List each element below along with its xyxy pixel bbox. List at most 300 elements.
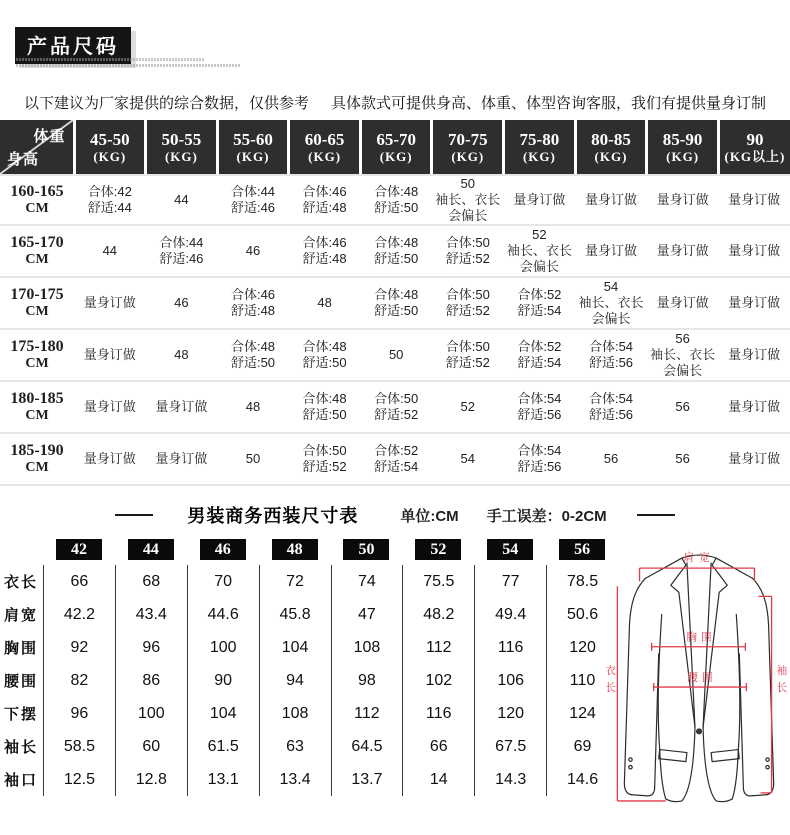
recommend-cell-line: 舒适:48: [302, 200, 347, 215]
measure-value: 98: [331, 664, 403, 697]
recommend-cell-line: 舒适:52: [374, 407, 419, 422]
recommend-cell: [575, 391, 647, 423]
recommend-cell: [647, 451, 719, 467]
recommend-cell-line: 会偏长: [591, 311, 631, 326]
recommend-cell: [146, 295, 218, 311]
measure-value: 108: [331, 631, 403, 664]
measure-value: 120: [546, 631, 618, 664]
recommend-cell: [504, 391, 576, 423]
recommend-cell: [360, 184, 432, 216]
height-range: 165-170: [10, 234, 64, 251]
measure-value: 45.8: [259, 598, 331, 631]
recommend-cell: [432, 235, 504, 267]
recommend-cell-line: 合体:48: [302, 339, 347, 354]
weight-range: 85-90: [662, 130, 703, 149]
measure-value: 12.8: [115, 763, 187, 796]
measure-value: 13.7: [331, 763, 403, 796]
recommend-cell: [504, 287, 576, 319]
size-box: 46: [200, 539, 246, 560]
recommend-cell-line: 54: [603, 279, 619, 294]
measure-value: 13.4: [259, 763, 331, 796]
fine-print-line: [16, 64, 240, 67]
recommend-cell: [504, 227, 576, 275]
recommend-row: [0, 226, 790, 278]
recommend-cell: [718, 243, 790, 259]
recommend-cell-line: 量身订做: [656, 243, 709, 258]
recommend-cell-line: 量身订做: [728, 295, 781, 310]
recommend-cell-line: 合体:46: [302, 184, 347, 199]
weight-header-cell: [505, 120, 574, 174]
recommend-cell-line: 舒适:50: [374, 200, 419, 215]
recommend-cell-line: 量身订做: [656, 295, 709, 310]
weight-unit: (KG以上): [724, 149, 786, 164]
weight-unit: (KG): [522, 149, 556, 164]
jacket-left-front-hem: [666, 727, 695, 801]
weight-axis-label: 体重: [33, 128, 66, 145]
recommend-cell-line: 量身订做: [728, 243, 781, 258]
height-unit: CM: [25, 252, 49, 267]
size-column-header: [331, 538, 403, 560]
measure-value: 67.5: [474, 730, 546, 763]
measure-value: 69: [546, 730, 618, 763]
recommend-cell-line: 合体:42: [87, 184, 132, 199]
recommend-cell-line: 48: [245, 399, 261, 414]
recommend-cell-line: 舒适:54: [374, 459, 419, 474]
recommend-cell-line: 合体:50: [445, 235, 490, 250]
recommend-cell-line: 舒适:50: [302, 407, 347, 422]
measure-row: [0, 565, 618, 598]
recommend-cell: [432, 451, 504, 467]
measure-row: [0, 730, 618, 763]
measure-value: 64.5: [331, 730, 403, 763]
recommend-cell-line: 50: [388, 347, 404, 362]
recommend-row: [0, 434, 790, 486]
weight-range: 50-55: [161, 130, 202, 149]
waist-line: [654, 683, 747, 691]
measure-value: 63: [259, 730, 331, 763]
recommend-cell-line: 量身订做: [728, 192, 781, 207]
recommend-cell-line: 量身订做: [83, 451, 136, 466]
suit-measurement-diagram: [603, 548, 790, 808]
recommend-cell-line: 舒适:48: [302, 251, 347, 266]
height-range: 170-175: [10, 286, 64, 303]
length-label: 长: [605, 682, 616, 695]
recommend-cell-line: 44: [174, 192, 189, 207]
weight-header-cell: [219, 120, 288, 174]
recommend-cell: [718, 347, 790, 363]
intro-part-1: 以下建议为厂家提供的综合数据，仅供参考: [23, 95, 309, 112]
recommend-cell-line: 合体:46: [302, 235, 347, 250]
measure-value: 49.4: [474, 598, 546, 631]
recommend-cell-line: 舒适:46: [159, 251, 204, 266]
weight-range: 65-70: [376, 130, 417, 149]
recommend-cell-line: 合体:50: [445, 287, 490, 302]
recommend-cell-line: 量身订做: [656, 192, 709, 207]
weight-unit: (KG): [451, 149, 485, 164]
height-unit: CM: [25, 304, 49, 319]
unit-label: 单位:CM: [400, 507, 459, 525]
recommend-cell-line: 量身订做: [155, 399, 208, 414]
jacket-right-side: [732, 615, 740, 799]
recommend-cell-line: 舒适:50: [302, 355, 347, 370]
measure-value: 66: [402, 730, 474, 763]
recommend-cell-line: 合体:48: [374, 235, 419, 250]
weight-range: 45-50: [89, 130, 130, 149]
recommend-cell-line: 袖长、衣长: [578, 295, 644, 310]
weight-header-cell: [577, 120, 646, 174]
measure-row-label: 胸围: [4, 641, 39, 657]
recommend-cell: [289, 443, 361, 475]
recommend-cell-line: 56: [675, 451, 690, 466]
recommend-cell: [217, 339, 289, 371]
size-box: 42: [56, 539, 102, 560]
recommend-cell-line: 合体:54: [517, 391, 562, 406]
measure-row-label: 腰围: [4, 674, 39, 690]
recommend-cell-line: 舒适:52: [445, 303, 490, 318]
length-label: 衣: [605, 664, 616, 677]
measure-row: [0, 598, 618, 631]
weight-range: 60-65: [304, 130, 345, 149]
recommend-cell: [575, 243, 647, 259]
measure-value: 104: [187, 697, 259, 730]
measure-value: 13.1: [187, 763, 259, 796]
recommend-cell-line: 舒适:56: [588, 355, 634, 370]
recommend-cell-line: 量身订做: [83, 399, 136, 414]
recommend-cell-line: 44: [102, 243, 118, 258]
measure-value: 61.5: [187, 730, 259, 763]
recommend-cell: [360, 347, 432, 363]
recommend-cell: [146, 347, 218, 363]
size-box: 44: [128, 539, 174, 560]
measure-value: 12.5: [43, 763, 115, 796]
measure-value: 77: [474, 565, 546, 598]
chest-line: [652, 643, 746, 651]
recommend-cell: [718, 295, 790, 311]
measure-table-body: [0, 565, 618, 796]
recommend-cell-line: 合体:52: [374, 443, 419, 458]
measure-value: 108: [259, 697, 331, 730]
recommend-cell-line: 合体:54: [517, 443, 562, 458]
recommend-cell-line: 舒适:56: [517, 407, 562, 422]
recommend-cell: [217, 287, 289, 319]
recommend-cell-line: 舒适:50: [374, 251, 419, 266]
measure-value: 106: [474, 664, 546, 697]
measure-value: 94: [259, 664, 331, 697]
recommend-cell: [146, 192, 218, 208]
weight-unit: (KG): [308, 149, 342, 164]
weight-range: 80-85: [591, 130, 631, 149]
right-dash: [637, 514, 675, 516]
height-row-label: [0, 286, 74, 320]
size-box: 56: [559, 539, 605, 560]
size-box: 48: [272, 539, 318, 560]
recommend-cell-line: 量身订做: [584, 243, 637, 258]
measure-row-label: 衣长: [4, 575, 39, 591]
recommend-cell-line: 量身订做: [83, 295, 136, 310]
recommend-cell: [432, 176, 504, 224]
recommend-cell-line: 舒适:50: [230, 355, 276, 370]
measure-value: 47: [331, 598, 403, 631]
recommend-cell: [74, 451, 146, 467]
recommend-cell-line: 舒适:48: [230, 303, 276, 318]
recommend-cell-line: 舒适:54: [517, 355, 562, 370]
recommend-cell: [718, 399, 790, 415]
recommend-cell: [504, 443, 576, 475]
jacket-inner-v: [687, 563, 711, 727]
jacket-button: [697, 729, 702, 734]
chest-label: 胸围: [686, 631, 716, 644]
height-row-label: [0, 442, 74, 476]
recommend-cell: [360, 287, 432, 319]
measure-value: 74: [331, 565, 403, 598]
recommend-cell: [360, 443, 432, 475]
weight-range: 70-75: [447, 130, 488, 149]
recommend-cell: [289, 184, 361, 216]
recommend-cell-line: 舒适:50: [374, 303, 419, 318]
recommend-cell: [432, 287, 504, 319]
recommend-cell-line: 量身订做: [728, 399, 781, 414]
height-unit: CM: [25, 408, 49, 423]
weight-header-cell: [290, 120, 359, 174]
height-unit: CM: [25, 201, 49, 216]
recommend-cell-line: 袖长、衣长: [506, 243, 572, 258]
measure-value: 96: [43, 697, 115, 730]
size-box: 50: [343, 539, 389, 560]
weight-header-row: [0, 120, 790, 174]
recommend-cell: [146, 235, 218, 267]
waist-label: 腰围: [687, 672, 717, 685]
jacket-left-side: [658, 615, 666, 799]
recommend-cell: [74, 399, 146, 415]
recommend-cell: [647, 243, 719, 259]
recommend-cell-line: 袖长、衣长: [435, 192, 501, 207]
recommend-cell-line: 54: [460, 451, 476, 466]
recommend-cell-line: 舒适:52: [302, 459, 347, 474]
height-row-label: [0, 338, 74, 372]
recommend-cell-line: 合体:50: [302, 443, 347, 458]
recommend-cell-line: 56: [603, 451, 619, 466]
recommend-cell-line: 合体:52: [517, 287, 562, 302]
recommend-cell-line: 舒适:56: [588, 407, 634, 422]
recommend-cell: [74, 243, 146, 259]
recommend-cell-line: 袖长、衣长: [650, 347, 716, 362]
recommend-cell: [146, 451, 218, 467]
recommend-cell-line: 舒适:52: [445, 251, 490, 266]
recommend-cell: [647, 192, 719, 208]
recommend-cell: [647, 399, 719, 415]
recommend-cell: [575, 279, 647, 327]
measure-section-header: [0, 502, 790, 528]
recommend-cell-line: 合体:48: [230, 339, 276, 354]
corner-cell: [0, 120, 73, 174]
recommend-cell: [504, 339, 576, 371]
weight-range: 75-80: [519, 130, 560, 149]
measure-value: 102: [402, 664, 474, 697]
weight-unit: (KG): [93, 149, 127, 164]
recommend-cell-line: 舒适:44: [87, 200, 132, 215]
sleeve-label: 袖: [776, 664, 788, 677]
measure-value: 96: [115, 631, 187, 664]
recommend-cell: [432, 399, 504, 415]
measure-table-title: 男装商务西装尺寸表: [187, 506, 359, 526]
measure-value: 14: [402, 763, 474, 796]
measure-value: 75.5: [402, 565, 474, 598]
recommend-cell-line: 量身订做: [584, 192, 637, 207]
recommend-cell-line: 合体:52: [517, 339, 562, 354]
recommend-cell-line: 合体:46: [230, 287, 276, 302]
weight-header-cell: [76, 120, 145, 174]
measure-value: 100: [187, 631, 259, 664]
recommend-cell: [74, 347, 146, 363]
recommend-cell-line: 舒适:46: [230, 200, 276, 215]
recommend-cell-line: 56: [675, 399, 690, 414]
weight-unit: (KG): [594, 149, 628, 164]
measure-value: 60: [115, 730, 187, 763]
recommend-cell: [217, 451, 289, 467]
size-column-header: [402, 538, 474, 560]
recommend-cell-line: 48: [174, 347, 189, 362]
left-dash: [115, 514, 153, 516]
recommend-cell: [575, 192, 647, 208]
weight-header-cell: [433, 120, 502, 174]
measure-row: [0, 664, 618, 697]
measure-value: 72: [259, 565, 331, 598]
measure-value: 70: [187, 565, 259, 598]
jacket-right-front-hem: [703, 727, 732, 801]
product-size-badge: 产品尺码: [15, 27, 131, 64]
weight-range: 55-60: [233, 130, 273, 149]
size-column-header: [259, 538, 331, 560]
recommend-cell-line: 合体:48: [302, 391, 347, 406]
intro-part-2: 具体款式可提供身高、体重、体型咨询客服，我们有提供量身订制: [331, 95, 767, 112]
recommend-cell-line: 合体:50: [374, 391, 419, 406]
weight-header-cell: [720, 120, 790, 174]
sleeve-line: [758, 596, 771, 793]
measure-value: 42.2: [43, 598, 115, 631]
recommend-cell: [74, 184, 146, 216]
measure-row: [0, 763, 618, 796]
measure-table: [0, 538, 618, 796]
recommend-cell: [718, 192, 790, 208]
measure-value: 92: [43, 631, 115, 664]
recommend-cell: [217, 243, 289, 259]
cuff-button: [766, 765, 769, 768]
recommend-row: [0, 278, 790, 330]
measure-value: 104: [259, 631, 331, 664]
height-range: 180-185: [10, 390, 64, 407]
recommend-table-body: [0, 174, 790, 486]
measure-row-label: 下摆: [4, 707, 39, 723]
recommend-cell: [289, 339, 361, 371]
size-column-header: [43, 538, 115, 560]
measure-value: 68: [115, 565, 187, 598]
recommend-cell-line: 48: [317, 295, 332, 310]
height-row-label: [0, 183, 74, 217]
sizes-header-row: [0, 538, 618, 560]
measure-value: 14.3: [474, 763, 546, 796]
weight-range: 90: [746, 130, 764, 149]
recommend-row: [0, 382, 790, 434]
size-column-header: [187, 538, 259, 560]
recommend-cell-line: 50: [460, 176, 476, 191]
recommend-cell-line: 舒适:56: [517, 459, 562, 474]
measure-row: [0, 697, 618, 730]
measure-value: 86: [115, 664, 187, 697]
height-range: 175-180: [10, 338, 64, 355]
recommend-cell: [289, 295, 361, 311]
cuff-button: [766, 758, 769, 761]
measure-value: 43.4: [115, 598, 187, 631]
weight-header-cell: [147, 120, 216, 174]
recommend-cell-line: 舒适:54: [517, 303, 562, 318]
recommend-cell: [360, 235, 432, 267]
size-box: 54: [487, 539, 533, 560]
size-recommendation-table: [0, 120, 790, 486]
recommend-cell-line: 合体:48: [374, 184, 419, 199]
recommend-cell-line: 量身订做: [728, 451, 781, 466]
measure-value: 116: [402, 697, 474, 730]
recommend-cell-line: 52: [532, 227, 547, 242]
recommend-cell-line: 合体:48: [374, 287, 419, 302]
measure-value: 48.2: [402, 598, 474, 631]
weight-header-cell: [648, 120, 717, 174]
height-unit: CM: [25, 356, 49, 371]
recommend-cell-line: 量身订做: [513, 192, 566, 207]
recommend-cell-line: 50: [245, 451, 261, 466]
recommend-cell-line: 56: [675, 331, 690, 346]
measure-value: 116: [474, 631, 546, 664]
measure-value: 90: [187, 664, 259, 697]
measure-value: 66: [43, 565, 115, 598]
recommend-cell-line: 会偏长: [448, 208, 488, 223]
recommend-cell-line: 量身订做: [728, 347, 781, 362]
cuff-button: [629, 765, 632, 768]
recommend-cell-line: 量身订做: [83, 347, 136, 362]
measure-value: 14.6: [546, 763, 618, 796]
recommend-cell: [432, 339, 504, 371]
recommend-cell: [575, 339, 647, 371]
recommend-cell-line: 46: [174, 295, 189, 310]
tolerance-label: 手工误差：0-2CM: [486, 507, 607, 525]
size-column-header: [115, 538, 187, 560]
recommend-row: [0, 330, 790, 382]
size-column-header: [474, 538, 546, 560]
recommend-cell-line: 合体:44: [230, 184, 276, 199]
recommend-cell-line: 舒适:52: [445, 355, 490, 370]
height-unit: CM: [25, 460, 49, 475]
measure-value: 124: [546, 697, 618, 730]
recommend-row: [0, 174, 790, 226]
measure-value: 110: [546, 664, 618, 697]
shoulder-width-label: 肩宽: [683, 552, 715, 565]
height-row-label: [0, 234, 74, 268]
cuff-button: [629, 758, 632, 761]
measure-row-label: 肩宽: [4, 608, 39, 624]
recommend-cell: [504, 192, 576, 208]
recommend-cell-line: 合体:54: [588, 391, 634, 406]
measure-value: 44.6: [187, 598, 259, 631]
recommend-cell-line: 合体:50: [445, 339, 490, 354]
recommend-cell: [289, 391, 361, 423]
sizes-row-spacer: [0, 538, 43, 560]
measure-row-label: 袖长: [4, 740, 39, 756]
measure-value: 82: [43, 664, 115, 697]
measure-value: 112: [331, 697, 403, 730]
recommend-cell: [718, 451, 790, 467]
measure-value: 50.6: [546, 598, 618, 631]
weight-unit: (KG): [164, 149, 198, 164]
height-range: 185-190: [10, 442, 64, 459]
